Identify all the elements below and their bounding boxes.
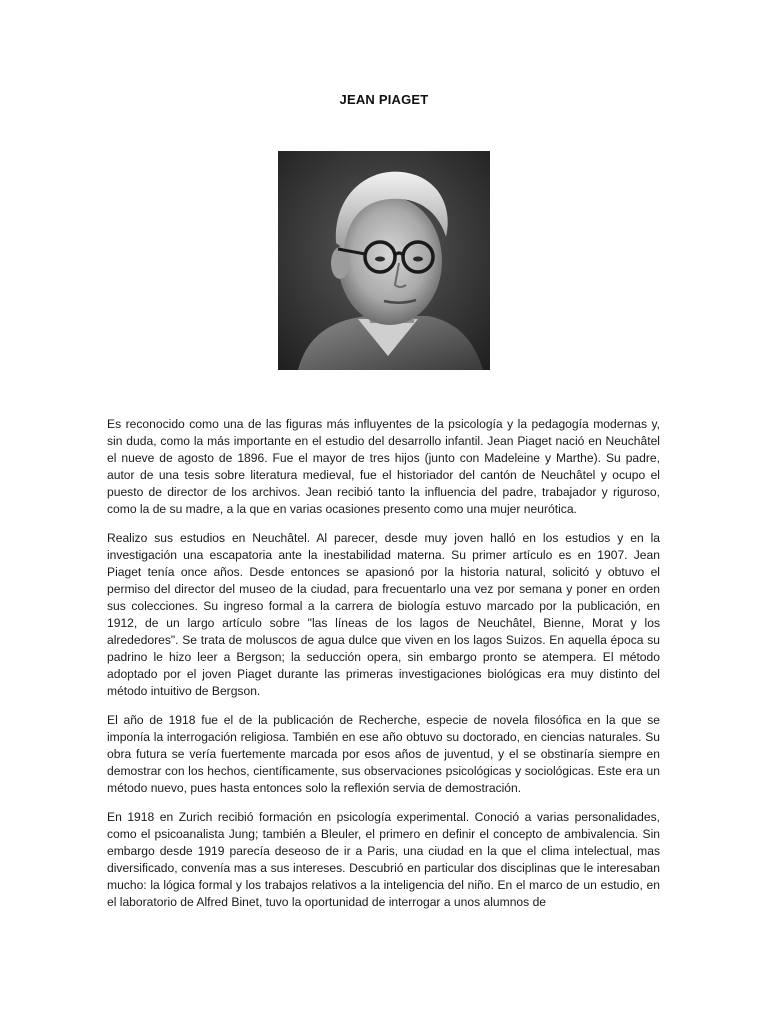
paragraph: En 1918 en Zurich recibió formación en psicología experimental. Conoció a varias personalidades, como el psicoanalista Jung; también a Bleuler, el primero en definir el concepto de ambivalencia. Sin embargo desde 1919 parecía deseoso de ir a Paris, una ciudad en la que el clima intelectual, mas diversificado, convenía mas a sus intereses. Descubrió en particular dos disciplinas que le interesaban mucho: la lógica formal y los trabajos relativos a la inteligencia del niño. En el marco de un estudio, en el laboratorio de Alfred Binet, tuvo la oportunidad de interrogar a unos alumnos de (107, 810, 660, 909)
document-title: JEAN PIAGET (339, 92, 429, 107)
paragraph: Realizo sus estudios en Neuchâtel. Al parecer, desde muy joven halló en los estudios y en la investigación una escapatoria ante la inestabilidad materna. Su primer artículo es en 1907. Jean Piaget tenía once años. Desde entonces se apasionó por la historia natural, solicitó y obtuvo el permiso del director del museo de la ciudad, para frecuentarlo una vez por semana y poner en orden sus colecciones. Su ingreso formal a la carrera de biología estuvo marcado por la publicación, en 1912, de un largo artículo sobre "las líneas de los lagos de Neuchâtel, Bienne, Morat y los alrededores". Se trata de moluscos de agua dulce que viven en los lagos Suizos. En aquella época su padrino le hizo leer a Bergson; la seducción opera, sin embargo pronto se atempera. El método adoptado por el joven Piaget durante las primeras investigaciones biológicas era muy distinto del método intuitivo de Bergson. (107, 531, 660, 698)
paragraph: El año de 1918 fue el de la publicación de Recherche, especie de novela filosófica en la que se imponía la interrogación religiosa. También en ese año obtuvo su doctorado, en ciencias naturales. Su obra futura se vería fuertemente marcada por esos años de juventud, y el se obstinaría siempre en demostrar con los hechos, científicamente, sus observaciones psicológicas y sociológicas. Este era un método nuevo, pues hasta entonces solo la reflexión servia de demostración. (107, 713, 660, 795)
document-body (107, 416, 660, 923)
portrait-photo-icon (278, 151, 490, 370)
paragraph: Es reconocido como una de las figuras más influyentes de la psicología y la pedagogía modernas y, sin duda, como la más importante en el estudio del desarrollo infantil. Jean Piaget nació en Neuchâtel el nueve de agosto de 1896. Fue el mayor de tres hijos (junto con Madeleine y Marthe). Su padre, autor de una tesis sobre literatura medieval, fue el historiador del cantón de Neuchâtel y ocupo el puesto de director de los archivos. Jean recibió tanto la influencia del padre, trabajador y riguroso, como la de su madre, a la que en varias ocasiones presento como una mujer neurótica. (107, 417, 660, 516)
